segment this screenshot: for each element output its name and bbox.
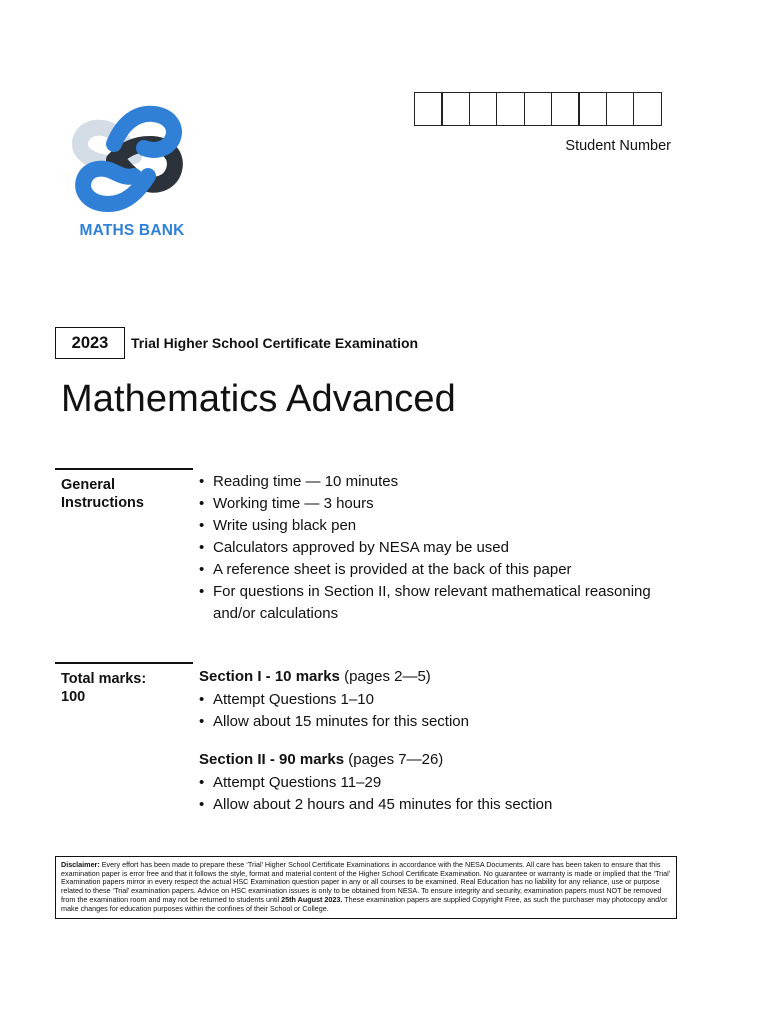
list-item: • Attempt Questions 11–29: [199, 772, 552, 794]
list-item: • For questions in Section II, show relevant mathematical reasoning: [199, 581, 651, 603]
section-1-heading: Section I - 10 marks (pages 2—5): [199, 668, 431, 685]
student-number-digit-box[interactable]: [469, 92, 498, 126]
disclaimer-box: Disclaimer: Every effort has been made to prepare these ‘Trial’ Higher School Certificate Examinations in accordance with the NESA Documents. All care has been taken to ensure that this examination paper is error free and that it follows the style, format and material content of the Higher School Certificate Examination. No guarantee or warranty is made or implied that the ‘Trial’ Examination papers mirror in every respect the actual HSC Examination question paper in any or all courses to be examined. Real Education has no liability for any reliance, use or purpose related to these ‘Trial’ examination papers. Advice on HSC examination issues is only to be obtained from NESA. To ensure integrity and security, examination papers must NOT be removed from the examination room and may not be returned to students until 25th August 2023. These examination papers are supplied Copyright Free, as such the purchaser may photocopy and/or make changes for education purposes within the confines of their School or College.: [55, 856, 677, 919]
section-1-list: [199, 689, 469, 733]
divider: [55, 662, 193, 664]
student-number-label: Student Number: [565, 138, 671, 154]
student-number-digit-box[interactable]: [524, 92, 553, 126]
list-item: • Attempt Questions 1–10: [199, 689, 469, 711]
list-item-continuation: and/or calculations: [213, 605, 339, 622]
maths-bank-logo: [62, 100, 202, 245]
general-instructions-list: [199, 471, 651, 603]
section-2-heading: Section II - 90 marks (pages 7—26): [199, 751, 444, 768]
student-number-digit-box[interactable]: [551, 92, 580, 126]
section-2-list: [199, 772, 552, 816]
exam-year: 2023: [55, 327, 125, 359]
list-item: • A reference sheet is provided at the back of this paper: [199, 559, 651, 581]
general-instructions-label: General Instructions: [61, 477, 144, 511]
student-number-digit-box[interactable]: [633, 92, 662, 126]
logo-mark-icon: [62, 100, 202, 222]
list-item: • Write using black pen: [199, 515, 651, 537]
student-number-digit-box[interactable]: [414, 92, 443, 126]
student-number-digit-box[interactable]: [606, 92, 635, 126]
logo-text: MATHS BANK: [79, 222, 185, 239]
exam-name: Trial Higher School Certificate Examination: [131, 335, 419, 351]
list-item: • Allow about 15 minutes for this section: [199, 711, 469, 733]
student-number-digit-box[interactable]: [441, 92, 470, 126]
student-number-digit-box[interactable]: [578, 92, 607, 126]
total-marks-label: Total marks: 100: [61, 671, 147, 705]
list-item: • Allow about 2 hours and 45 minutes for this section: [199, 794, 552, 816]
list-item: • Working time — 3 hours: [199, 493, 651, 515]
list-item: • Reading time — 10 minutes: [199, 471, 651, 493]
subject-title: Mathematics Advanced: [61, 378, 456, 420]
student-number-boxes[interactable]: [414, 92, 662, 126]
list-item: • Calculators approved by NESA may be used: [199, 537, 651, 559]
student-number-digit-box[interactable]: [496, 92, 525, 126]
divider: [55, 468, 193, 470]
